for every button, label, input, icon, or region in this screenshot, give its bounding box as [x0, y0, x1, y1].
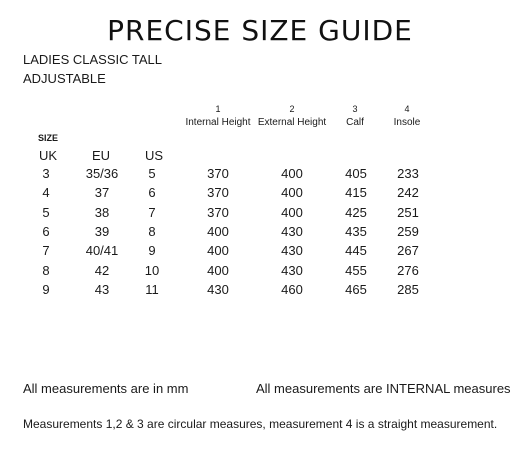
cell-insole: 242 — [397, 185, 419, 201]
cell-us: 6 — [148, 185, 156, 201]
cell-internal-height: 370 — [207, 204, 229, 220]
cell-uk: 3 — [42, 166, 50, 181]
cell-uk: 7 — [42, 243, 50, 259]
cell-eu: 39 — [94, 223, 110, 239]
cell-insole: 267 — [397, 243, 419, 259]
measurement-label: Internal Height — [185, 117, 251, 128]
table-row — [0, 166, 520, 185]
page-title: PRECISE SIZE GUIDE — [107, 14, 413, 47]
cell-uk: 5 — [42, 204, 50, 220]
cell-insole: 276 — [397, 262, 419, 278]
table-row — [0, 224, 520, 243]
measurement-header-insole — [385, 103, 429, 129]
cell-uk: 9 — [42, 281, 50, 297]
measurement-number: 1 — [215, 104, 221, 114]
cell-calf: 455 — [345, 262, 367, 278]
cell-calf: 405 — [345, 166, 367, 181]
measurement-number: 4 — [404, 104, 410, 114]
measurement-number: 2 — [289, 104, 295, 114]
cell-external-height: 400 — [281, 185, 303, 201]
cell-eu: 35/36 — [85, 166, 119, 181]
cell-external-height: 400 — [281, 166, 303, 181]
product-variant: ADJUSTABLE — [23, 71, 106, 86]
size-label: SIZE — [38, 133, 59, 143]
cell-internal-height: 400 — [207, 243, 229, 259]
cell-calf: 435 — [345, 223, 367, 239]
column-header-eu: EU — [92, 148, 111, 163]
internal-measures-note: All measurements are INTERNAL measures — [256, 381, 511, 396]
cell-eu: 43 — [94, 281, 110, 297]
cell-us: 11 — [145, 281, 159, 297]
cell-internal-height: 370 — [207, 166, 229, 181]
measurement-header-calf — [335, 103, 375, 129]
cell-internal-height: 370 — [207, 185, 229, 201]
cell-eu: 38 — [94, 204, 110, 220]
cell-calf: 445 — [345, 243, 367, 259]
column-header-uk: UK — [39, 148, 58, 163]
table-row — [0, 263, 520, 282]
cell-external-height: 430 — [281, 262, 303, 278]
cell-eu: 37 — [94, 185, 110, 201]
measurement-label: External Height — [257, 117, 327, 128]
cell-insole: 285 — [397, 281, 419, 297]
cell-internal-height: 400 — [207, 223, 229, 239]
product-name: LADIES CLASSIC TALL — [23, 52, 162, 67]
cell-calf: 415 — [345, 185, 367, 201]
cell-us: 7 — [148, 204, 156, 220]
cell-external-height: 460 — [281, 281, 303, 297]
measurement-types-note: Measurements 1,2 & 3 are circular measures, measurement 4 is a straight measurement. — [23, 417, 498, 431]
measurement-label: Calf — [346, 117, 364, 128]
cell-eu: 40/41 — [85, 243, 119, 259]
cell-us: 8 — [148, 223, 156, 239]
units-note: All measurements are in mm — [23, 381, 189, 396]
table-row — [0, 205, 520, 224]
cell-insole: 259 — [397, 223, 419, 239]
measurement-header-internal-height — [178, 103, 258, 129]
cell-internal-height: 400 — [207, 262, 229, 278]
cell-insole: 251 — [397, 204, 419, 220]
table-row — [0, 282, 520, 301]
cell-us: 5 — [148, 166, 156, 181]
cell-calf: 425 — [345, 204, 367, 220]
cell-us: 9 — [148, 243, 156, 259]
cell-insole: 233 — [397, 166, 419, 181]
table-row — [0, 243, 520, 262]
cell-external-height: 430 — [281, 243, 303, 259]
measurement-label: Insole — [393, 117, 421, 128]
table-row — [0, 185, 520, 204]
cell-uk: 6 — [42, 223, 50, 239]
cell-calf: 465 — [345, 281, 367, 297]
measurement-header-external-height — [252, 103, 332, 129]
cell-external-height: 400 — [281, 204, 303, 220]
cell-external-height: 430 — [281, 223, 303, 239]
cell-uk: 8 — [42, 262, 50, 278]
cell-eu: 42 — [94, 262, 110, 278]
cell-uk: 4 — [42, 185, 50, 201]
column-header-us: US — [145, 148, 164, 163]
measurement-number: 3 — [352, 104, 358, 114]
cell-internal-height: 430 — [207, 281, 229, 297]
cell-us: 10 — [144, 262, 160, 278]
